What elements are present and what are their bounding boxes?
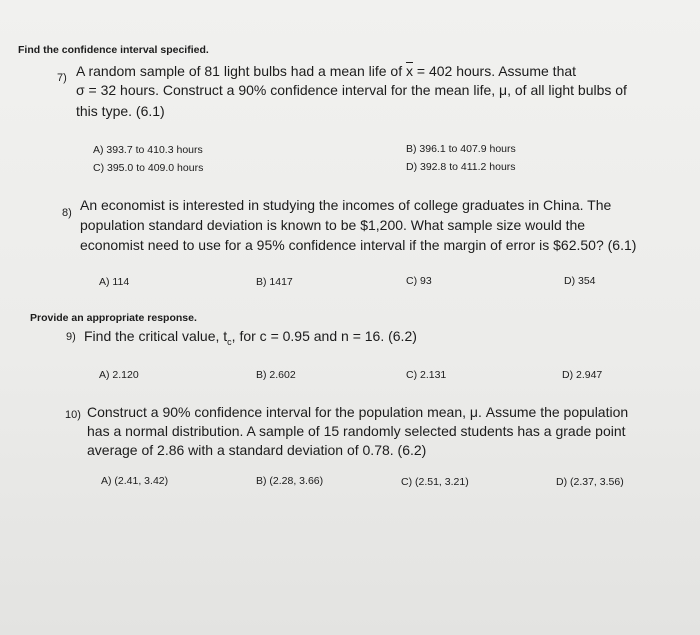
- question-text-line: population standard deviation is known to be $1,200. What sample size would the: [80, 217, 586, 233]
- xbar-symbol: $\overline{x}$: [405, 63, 413, 79]
- question-text-segment: = 402 hours. Assume that: [412, 63, 577, 79]
- subscript-c: c: [227, 336, 232, 347]
- question-text-segment: A random sample of 81 light bulbs had a mean life of: [76, 63, 406, 79]
- question-text-line: An economist is interested in studying the incomes of college graduates in China. The: [80, 197, 612, 213]
- question-number: 7): [57, 72, 67, 84]
- question-text-line: [76, 62, 576, 81]
- question-text-line: Construct a 90% confidence interval for the population mean, μ. Assume the population: [87, 404, 629, 420]
- choice-a: A) 393.7 to 410.3 hours: [93, 144, 203, 156]
- question-text-line: this type. (6.1): [76, 103, 165, 119]
- question-text-line: has a normal distribution. A sample of 15 randomly selected students has a grade point: [87, 423, 626, 439]
- question-number: 8): [62, 207, 72, 219]
- question-text-line: average of 2.86 with a standard deviation of 0.78. (6.2): [87, 442, 427, 458]
- question-text-segment: , for c = 0.95 and n = 16. (6.2): [231, 328, 417, 344]
- choice-c: C) 395.0 to 409.0 hours: [93, 162, 204, 174]
- choice-a: A) (2.41, 3.42): [101, 475, 169, 487]
- section-heading-find: Find the confidence interval specified.: [18, 44, 209, 56]
- choice-b: B) 1417: [256, 276, 293, 288]
- question-text-line: [84, 327, 417, 352]
- question-text-line: σ = 32 hours. Construct a 90% confidence interval for the mean life, μ, of all light bulbs of: [76, 82, 627, 98]
- choice-c: C) 93: [406, 275, 432, 287]
- question-text-segment: Find the critical value, t: [84, 328, 228, 344]
- section-heading-provide: Provide an appropriate response.: [30, 312, 197, 324]
- choice-a: A) 114: [99, 276, 130, 288]
- choice-a: A) 2.120: [99, 369, 139, 381]
- choice-b: B) (2.28, 3.66): [256, 475, 324, 487]
- choice-d: D) 392.8 to 411.2 hours: [406, 161, 516, 173]
- choice-c: C) (2.51, 3.21): [401, 476, 469, 488]
- question-number: 10): [65, 409, 81, 421]
- choice-b: B) 2.602: [256, 369, 296, 381]
- choice-d: D) 2.947: [562, 369, 603, 381]
- choice-d: D) (2.37, 3.56): [556, 476, 624, 488]
- question-number: 9): [66, 331, 76, 343]
- choice-b: B) 396.1 to 407.9 hours: [406, 143, 516, 155]
- choice-d: D) 354: [564, 275, 596, 287]
- question-text-line: economist need to use for a 95% confidence interval if the margin of error is $62.50? (6.1): [80, 237, 637, 253]
- choice-c: C) 2.131: [406, 369, 447, 381]
